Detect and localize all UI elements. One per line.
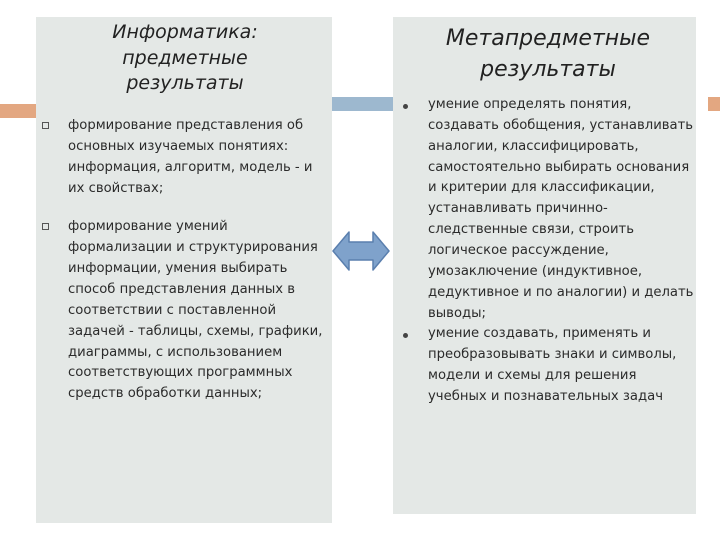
list-item-text: умение создавать, применять и преобразовывать знаки и символы, модели и схемы для решения учебных и познавательных задач: [428, 326, 677, 405]
list-item: [398, 324, 698, 407]
list-item: [40, 116, 330, 199]
accent-bar-middle: [332, 97, 394, 111]
square-bullet-icon: [42, 122, 49, 129]
double-arrow-icon: [332, 230, 390, 272]
list-item-text: формирование представления об основных изучаемых понятиях: информация, алгоритм, модель - и их свойствах;: [68, 118, 313, 196]
right-panel-title: Метапредметные результаты: [445, 26, 651, 82]
list-item: [398, 95, 698, 324]
dot-bullet-icon: [403, 333, 408, 338]
meta-results-list: [398, 95, 698, 408]
double-arrow-shape: [333, 232, 389, 270]
list-item: [40, 217, 330, 405]
accent-bar-left: [0, 104, 36, 118]
list-item-text: умение определять понятия, создавать обобщения, устанавливать аналогии, классифицировать, самостоятельно выбирать основания и критерии для классификации, устанавливать причинно-следственные связи, строить логическое рассуждение, умозаключение (индуктивное, дедуктивное и по аналогии) и делать выводы;: [428, 97, 694, 321]
square-bullet-icon: [42, 223, 49, 230]
left-panel-title: Информатика: предметные результаты: [112, 21, 258, 95]
list-item-text: формирование умений формализации и структурирования информации, умения выбирать способ представления данных в соответствии с поставленной задачей - таблицы, схемы, графики, диаграммы, с использованием соответствующих программных средств обработки данных;: [68, 219, 323, 402]
accent-bar-right: [708, 97, 720, 111]
dot-bullet-icon: [403, 104, 408, 109]
subject-results-list: [40, 116, 330, 423]
